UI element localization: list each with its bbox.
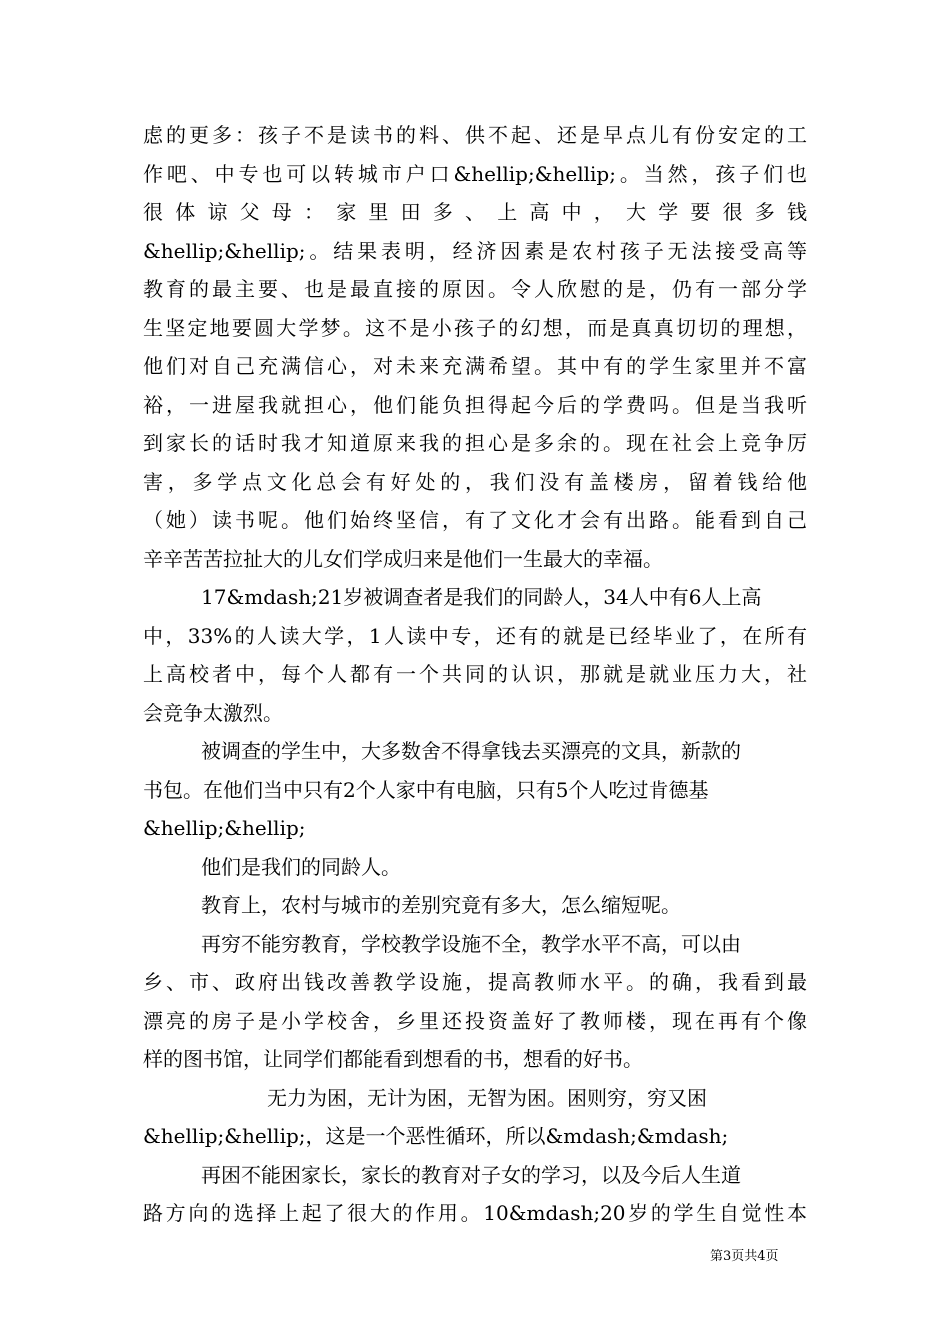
text-line: 教育的最主要、也是最直接的原因。令人欣慰的是，仍有一部分学 (143, 277, 807, 301)
text-line: &hellip;&hellip; (143, 816, 306, 840)
text-line: &hellip;&hellip;。结果表明，经济因素是农村孩子无法接受高等 (143, 238, 807, 263)
text-line: 他们对自己充满信心，对未来充满希望。其中有的学生家里并不富 (143, 354, 807, 378)
text-line: 乡、市、政府出钱改善教学设施，提高教师水平。的确，我看到最 (143, 970, 807, 994)
page-number: 第3页共4页 (710, 1249, 779, 1264)
text-line: 漂亮的房子是小学校舍，乡里还投资盖好了教师楼，现在再有个像 (143, 1008, 807, 1033)
text-line: 再困不能困家长，家长的教育对子女的学习，以及今后人生道 (201, 1162, 741, 1187)
text-line: 中，33%的人读大学，1人读中专，还有的就是已经毕业了，在所有 (143, 623, 807, 648)
text-line: （她）读书呢。他们始终坚信，有了文化才会有出路。能看到自己 (143, 508, 807, 532)
text-line: 教育上，农村与城市的差别究竟有多大，怎么缩短呢。 (201, 893, 681, 917)
text-line: 17&mdash;21岁被调查者是我们的同龄人，34人中有6人上高 (201, 585, 762, 609)
text-line: 无力为困，无计为困，无智为困。困则穷，穷又困 (267, 1085, 707, 1110)
text-line: &hellip;&hellip;，这是一个恶性循环，所以&mdash;&mdash; (143, 1124, 729, 1148)
text-line: 辛辛苦苦拉扯大的儿女们学成归来是他们一生最大的幸福。 (143, 546, 663, 571)
text-line: 样的图书馆，让同学们都能看到想看的书，想看的好书。 (143, 1047, 643, 1071)
text-line: 虑的更多：孩子不是读书的料、供不起、还是早点儿有份安定的工 (143, 123, 807, 147)
text-line: 他们是我们的同龄人。 (201, 854, 401, 879)
text-line: 作吧、中专也可以转城市户口&hellip;&hellip;。当然，孩子们也 (143, 161, 807, 186)
text-line: 很 体 谅 父 母 ： 家 里 田 多 、 上 高 中 ， 大 学 要 很 多 钱 (143, 200, 807, 224)
text-line: 路方向的选择上起了很大的作用。10&mdash;20岁的学生自觉性本 (143, 1201, 807, 1225)
text-line: 裕，一进屋我就担心，他们能负担得起今后的学费吗。但是当我听 (143, 392, 807, 417)
text-line: 再穷不能穷教育，学校教学设施不全，教学水平不高，可以由 (201, 931, 741, 956)
text-line: 生坚定地要圆大学梦。这不是小孩子的幻想，而是真真切切的理想， (143, 315, 807, 340)
document-body (143, 116, 807, 1233)
text-line: 书包。在他们当中只有2个人家中有电脑，只有5个人吃过肯德基 (143, 777, 709, 802)
text-line: 到家长的话时我才知道原来我的担心是多余的。现在社会上竞争厉 (143, 431, 807, 455)
text-line: 会竞争太激烈。 (143, 700, 283, 725)
text-line: 害，多学点文化总会有好处的，我们没有盖楼房，留着钱给他 (143, 469, 807, 494)
text-line: 被调查的学生中，大多数舍不得拿钱去买漂亮的文具，新款的 (201, 739, 741, 763)
text-line: 上高校者中，每个人都有一个共同的认识，那就是就业压力大，社 (143, 662, 807, 686)
